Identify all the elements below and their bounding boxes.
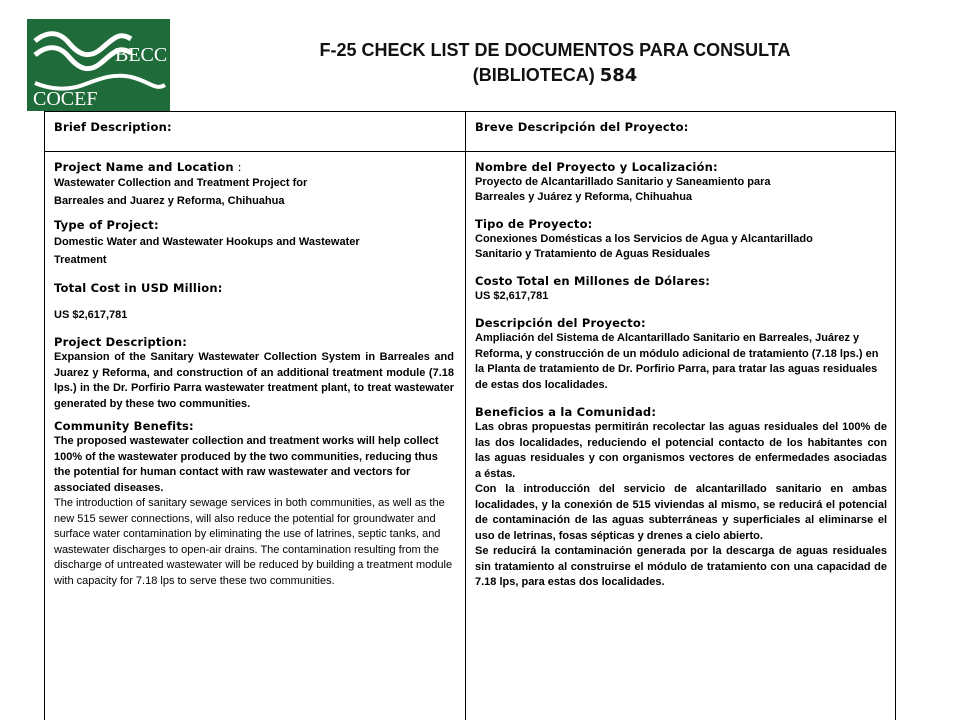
community-benefits-text: The proposed wastewater collection and treatment works will help collect 100% of the wastewater produced by the two communities, reducing thus the potential for human contact with raw wastewater and vectors for associated diseases. — [54, 435, 439, 494]
community-benefits-detail: The introduction of sanitary sewage services in both communities, as well as the new 515 sewer connections, will also reduce the potential for groundwater and surface water contamination by eliminating the use of latrines, septic tanks, and wastewater discharges to open-air drains. The contamination resulting from the discharge of untreated wastewater will be reduced by building a treatment module with capacity for 7.18 lps to serve these two communities. — [54, 497, 453, 587]
table-row-divider — [44, 151, 896, 152]
nombre-proyecto-label: Nombre del Proyecto y Localización: — [475, 160, 718, 174]
beneficios-paragraph-2: Con la introducción del servicio de alcantarillado sanitario en ambas localidades, y la conexión de 515 viviendas al mismo, se reducirá el potencial de contaminación de las aguas subterráneas y superficiales al eliminarse el uso de letrinas, fosas sépticas y drenes a cielo abierto. — [475, 483, 887, 542]
tipo-proyecto-label: Tipo de Proyecto: — [475, 217, 593, 231]
table-border-top — [44, 111, 896, 112]
title-line-1: F-25 CHECK LIST DE DOCUMENTOS PARA CONSULTA — [319, 40, 791, 60]
project-name-line-2: Barreales and Juarez y Reforma, Chihuahua — [54, 195, 285, 207]
costo-total-label: Costo Total en Millones de Dólares: — [475, 274, 711, 288]
breve-descripcion-label: Breve Descripción del Proyecto: — [475, 120, 689, 134]
becc-cocef-logo — [27, 19, 170, 111]
nombre-proyecto-line-2: Barreales y Juárez y Reforma, Chihuahua — [475, 191, 693, 203]
type-of-project-line-1: Domestic Water and Wastewater Hookups and Wastewater — [54, 236, 360, 248]
costo-total-value: US $2,617,781 — [475, 290, 549, 302]
beneficios-comunidad-label: Beneficios a la Comunidad: — [475, 405, 657, 419]
community-benefits-label: Community Benefits: — [54, 419, 194, 433]
beneficios-paragraph-1: Las obras propuestas permitirán recolectar las aguas residuales del 100% de las dos localidades, reduciendo el potencial contacto de los habitantes con las aguas residuales y con organismos vectores de enfermedades asociadas a éstas. — [475, 421, 887, 480]
total-cost-label: Total Cost in USD Million: — [54, 281, 223, 295]
beneficios-paragraph-3: Se reducirá la contaminación generada por la descarga de aguas residuales sin tratamiento al construirse el módulo de tratamiento con una capacidad de 7.18 lps, para estas dos localidades. — [475, 545, 887, 588]
project-name-colon: : — [233, 160, 242, 174]
project-description-text: Expansion of the Sanitary Wastewater Collection System in Barreales and Juarez y Reforma, and construction of an additional treatment module (7.18 lps.) in the Dr. Porfirio Parra wastewater treatment plant, to treat wastewater generated by these two communities. — [54, 351, 454, 410]
table-border-right — [895, 111, 896, 720]
project-name-heading — [54, 160, 454, 175]
logo-text-cocef: COCEF — [33, 88, 98, 110]
table-column-divider — [465, 111, 466, 720]
title-number: 584 — [599, 65, 638, 86]
table-border-left — [44, 111, 45, 720]
nombre-proyecto-line-1: Proyecto de Alcantarillado Sanitario y Saneamiento para — [475, 176, 771, 188]
logo-waves-graphic — [27, 19, 170, 111]
page-title — [230, 38, 880, 88]
title-biblioteca: (BIBLIOTECA) — [472, 65, 595, 85]
project-name-label: Project Name and Location — [54, 160, 234, 174]
type-of-project-line-2: Treatment — [54, 254, 107, 266]
tipo-proyecto-line-2: Sanitario y Tratamiento de Aguas Residuales — [475, 248, 710, 260]
type-of-project-label: Type of Project: — [54, 218, 159, 232]
title-line-2 — [230, 63, 880, 88]
left-column-content — [54, 160, 454, 589]
descripcion-proyecto-text: Ampliación del Sistema de Alcantarillado Sanitario en Barreales, Juárez y Reforma, y construcción de un módulo adicional de tratamiento (7.18 lps.) en la Planta de tratamiento de Dr. Porfirio Parra, para tratar las aguas residuales de estas dos localidades. — [475, 332, 879, 391]
tipo-proyecto-line-1: Conexiones Domésticas a los Servicios de Agua y Alcantarillado — [475, 233, 813, 245]
project-description-label: Project Description: — [54, 335, 188, 349]
logo-text-becc: BECC — [115, 44, 168, 66]
project-name-line-1: Wastewater Collection and Treatment Project for — [54, 177, 308, 189]
checklist-table — [44, 111, 896, 720]
brief-description-label: Brief Description: — [54, 120, 172, 134]
total-cost-value: US $2,617,781 — [54, 309, 128, 321]
right-column-content — [475, 160, 887, 591]
descripcion-proyecto-label: Descripción del Proyecto: — [475, 316, 646, 330]
